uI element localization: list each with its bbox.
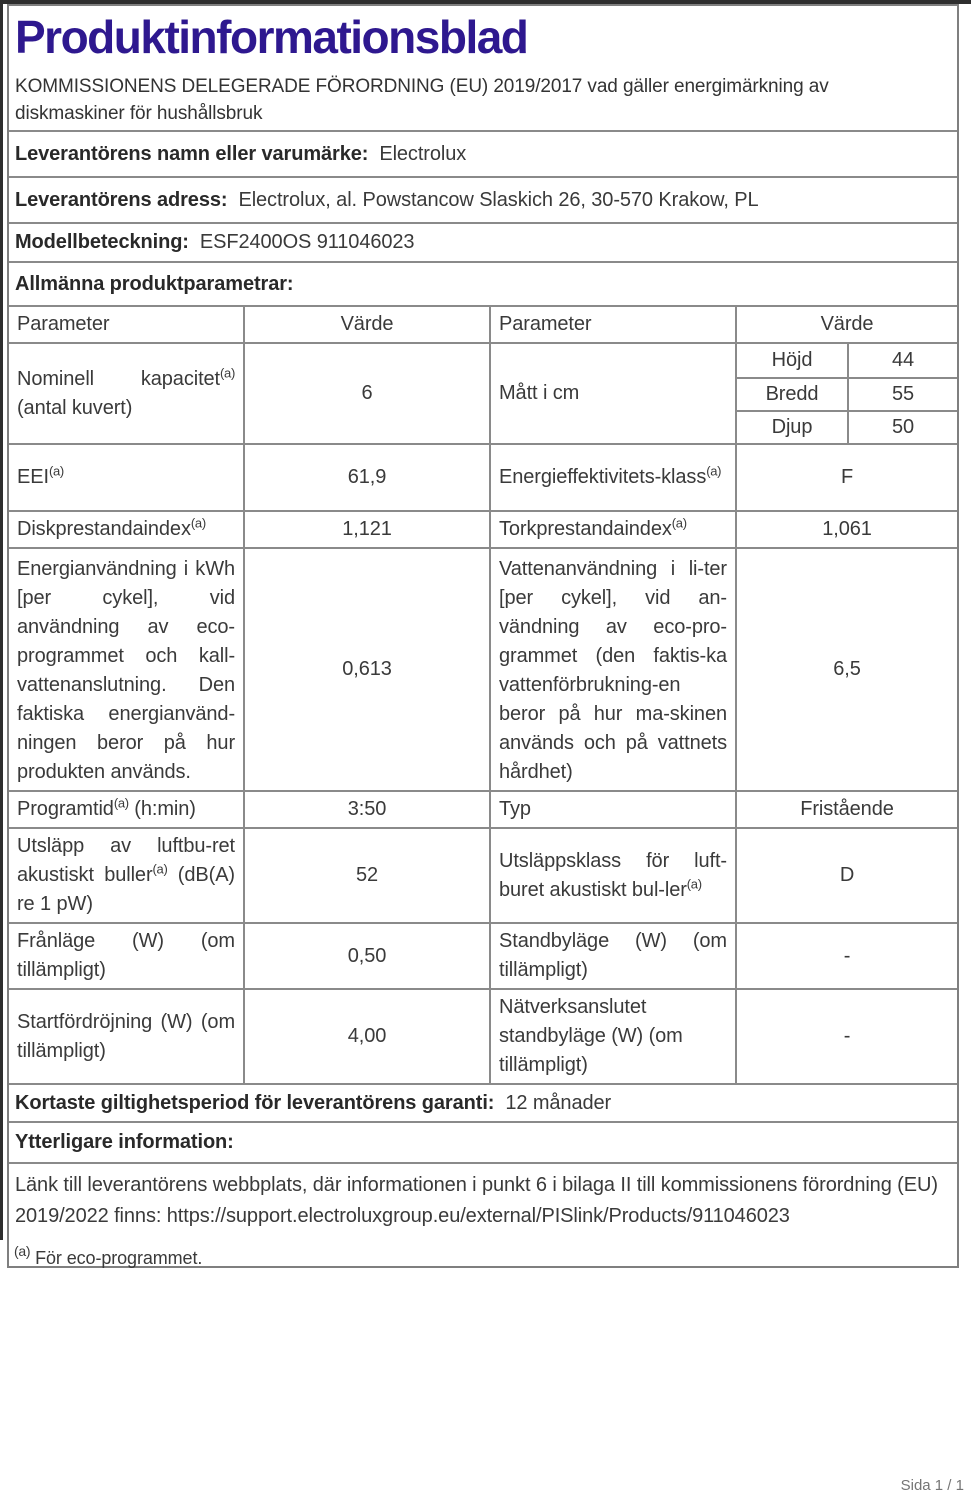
link-description: Länk till leverantörens webbplats, där informationen i punkt 6 i bilaga II till kommissionens förordning (EU) 2019/2022 finns: [15, 1174, 938, 1227]
value-delay-start: 4,00 [245, 990, 491, 1083]
general-parameters-heading-row [9, 261, 957, 305]
value-energy-consumption: 0,613 [245, 549, 491, 790]
param-eei: EEI$^{(a)}$ [9, 445, 245, 510]
value-eei: 61,9 [245, 445, 491, 510]
table-row-energy-water [9, 547, 957, 790]
dim-width-value: 55 [849, 377, 957, 410]
supplier-name-value: Electrolux [379, 142, 467, 165]
value-drying-index: 1,061 [822, 518, 872, 540]
param-networked-standby: Nätverksanslutet standbyläge (W) (om tillämpligt) [491, 990, 737, 1083]
param-delay-start: Startfördröjning (W) (om tillämpligt) [9, 990, 245, 1083]
table-row-eei [9, 443, 957, 510]
dim-width-label: Bredd [737, 377, 849, 410]
param-energy-class: Energieffektivitets-klass$^{(a)}$ [491, 445, 737, 510]
warranty-label: Kortaste giltighetsperiod för leverantörens garanti: [15, 1091, 495, 1114]
value-water-consumption: 6,5 [833, 658, 861, 680]
regulation-text: KOMMISSIONENS DELEGERADE FÖRORDNING (EU) 2019/2017 vad gäller energimärkning av diskmaskiner för hushållsbruk [15, 76, 829, 124]
param-standby-mode: Standbyläge (W) (om tillämpligt) [491, 924, 737, 988]
value-nominal-capacity: 6 [245, 344, 491, 443]
warranty-row [9, 1083, 957, 1121]
param-noise-emission: Utsläpp av luftbu-ret akustiskt buller$^{(a)}$ (dB(A) re 1 pW) [9, 829, 245, 922]
param-water-consumption: Vattenanvändning i li-ter [per cykel], vid an-vändning av eco-pro-grammet (den faktis-ka vattenförbrukning-en beror på hur ma-skinen används och på vattnets hårdhet) [491, 549, 737, 790]
param-nominal-capacity: Nominell kapacitet$^{(a)}$ (antal kuvert) [9, 344, 245, 443]
page-number: Sida 1 / 1 [900, 1477, 964, 1494]
parameters-table [9, 305, 957, 1083]
dim-height-value: 44 [891, 349, 915, 371]
dim-depth-label: Djup [737, 410, 849, 443]
supplier-address-row [9, 176, 957, 222]
dim-height-label: Höjd [737, 344, 849, 377]
warranty-value: 12 månader [505, 1091, 612, 1114]
model-value: ESF2400OS 911046023 [199, 231, 415, 253]
supplier-name-row [9, 130, 957, 176]
value-networked-standby: - [843, 1025, 851, 1047]
value-standby-mode: - [843, 944, 851, 967]
supplier-website-link[interactable]: https://support.electroluxgroup.eu/external/PISlink/Products/911046023 [166, 1205, 790, 1227]
value-energy-class: F [840, 466, 854, 488]
value-off-mode: 0,50 [245, 924, 491, 988]
header-block [9, 6, 957, 130]
table-row-nominal-capacity [9, 342, 957, 443]
param-dimensions: Mått i cm [491, 344, 737, 443]
param-energy-consumption: Energianvändning i kWh [per cykel], vid användning av eco-programmet och kall-vattenanslutning. Den faktiska energianvänd-ningen beror på hur produkten används. [9, 549, 245, 790]
supplier-address-value: Electrolux, al. Powstancow Slaskich 26, 30-570 Krakow, PL [238, 188, 759, 211]
param-noise-class: Utsläppsklass för luft-buret akustiskt bul-ler$^{(a)}$ [491, 829, 737, 922]
dim-depth-value: 50 [849, 410, 957, 443]
footnote-marker: (a) [14, 1243, 31, 1259]
param-program-time: Programtid$^{(a)}$ (h:min) [9, 792, 245, 827]
table-row-noise [9, 827, 957, 922]
additional-info-heading-row [9, 1121, 957, 1162]
param-drying-index: Torkprestandaindex$^{(a)}$ [491, 512, 737, 547]
table-row-delay-start [9, 988, 957, 1083]
value-program-time: 3:50 [245, 792, 491, 827]
table-row-program-time [9, 790, 957, 827]
header-value-2: Värde [820, 313, 874, 335]
value-noise-emission: 52 [245, 829, 491, 922]
value-type: Fristående [800, 798, 894, 820]
model-row [9, 222, 957, 261]
footnote-text: För eco-programmet. [35, 1248, 203, 1268]
supplier-address-label: Leverantörens adress: [15, 188, 228, 211]
table-row-off-mode [9, 922, 957, 988]
value-noise-class: D [839, 864, 855, 886]
scan-left-edge [0, 0, 3, 1240]
param-cleaning-index: Diskprestandaindex$^{(a)}$ [9, 512, 245, 547]
table-row-cleaning-index [9, 510, 957, 547]
supplier-name-label: Leverantörens namn eller varumärke: [15, 142, 369, 165]
table-header-row [9, 307, 957, 342]
param-off-mode: Frånläge (W) (om tillämpligt) [9, 924, 245, 988]
param-type: Typ [491, 792, 737, 827]
footnote-eco-programme [14, 1243, 203, 1269]
header-value-1: Värde [245, 307, 491, 342]
header-parameter-1: Parameter [9, 307, 245, 342]
document-frame [7, 4, 959, 1268]
value-dimensions [737, 344, 957, 443]
additional-info-heading: Ytterligare information: [15, 1131, 234, 1153]
general-parameters-heading: Allmänna produktparametrar: [15, 272, 294, 295]
header-parameter-2: Parameter [491, 307, 737, 342]
model-label: Modellbeteckning: [15, 231, 189, 253]
page-title: Produktinformationsblad [15, 11, 528, 63]
value-cleaning-index: 1,121 [245, 512, 491, 547]
